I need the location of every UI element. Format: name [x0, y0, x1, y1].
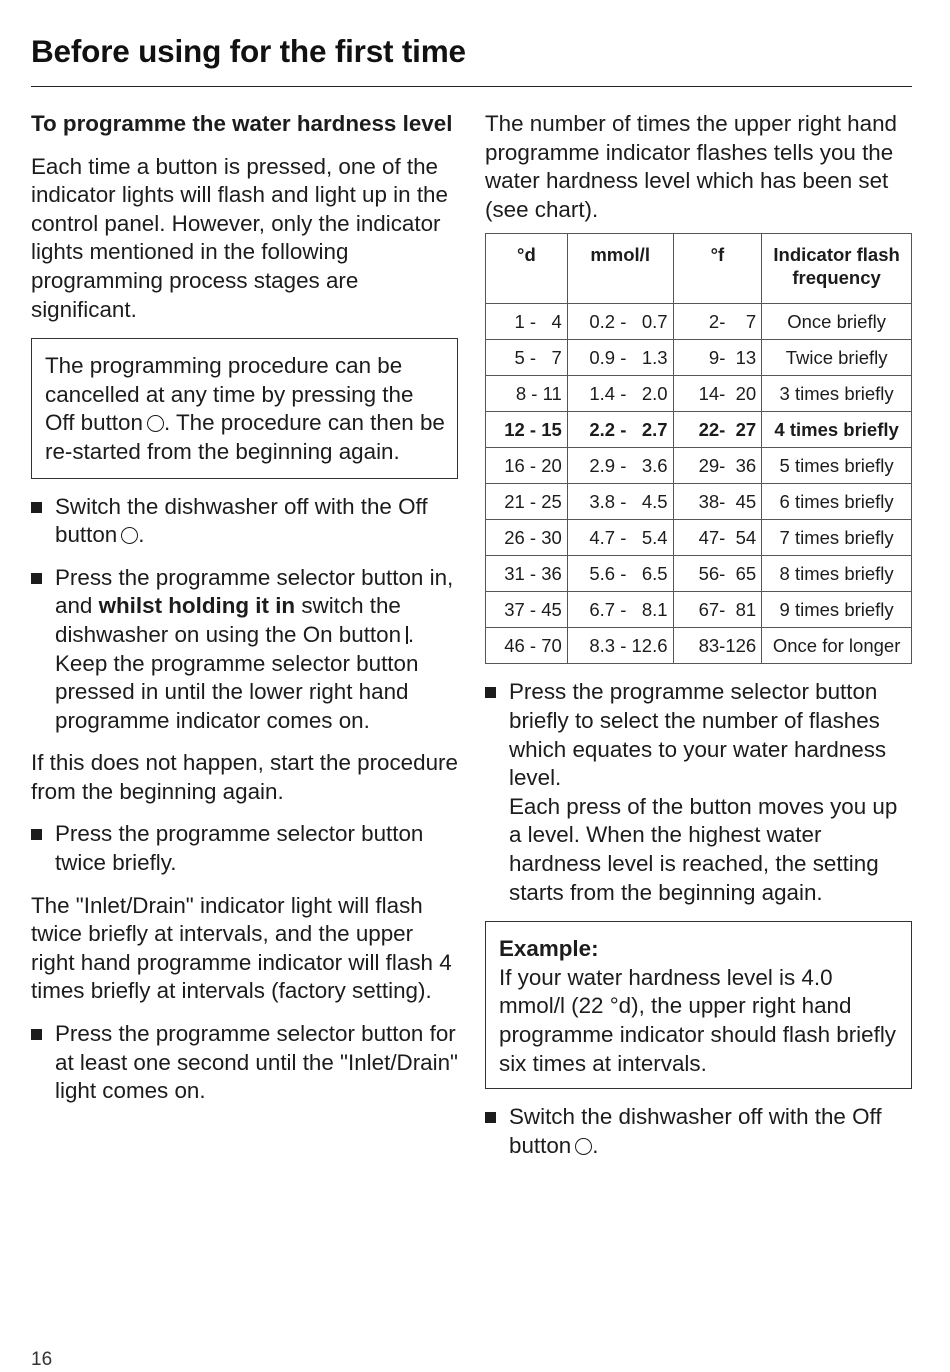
- step-text-line2: Keep the programme selector button pressed in until the lower right hand programme indicator comes on.: [55, 650, 419, 733]
- step-select-flashes: [485, 678, 912, 907]
- step-text-cont: switch the dishwasher on using the On button: [55, 593, 402, 647]
- off-circle-icon: [147, 415, 164, 432]
- table-row: [486, 376, 912, 412]
- table-row: [486, 304, 912, 340]
- header-degrees-d: °d: [486, 234, 568, 304]
- chart-intro-paragraph: The number of times the upper right hand programme indicator flashes tells you the water hardness level which has been set (see chart).: [485, 111, 897, 222]
- retry-paragraph: If this does not happen, start the procedure from the beginning again.: [31, 750, 458, 804]
- left-column: [31, 110, 458, 1120]
- table-row: [486, 340, 912, 376]
- table-row: [486, 520, 912, 556]
- step-text-line2: Each press of the button moves you up a level. When the highest water hardness level is reached, the setting starts from the beginning again.: [509, 793, 898, 905]
- cell-degrees-d: 1 - 4: [486, 304, 568, 340]
- cell-degrees-d: 46 - 70: [486, 628, 568, 664]
- step-text: Switch the dishwasher off with the Off button: [55, 493, 428, 548]
- cell-mmol: 6.7 - 8.1: [567, 592, 673, 628]
- cell-degrees-f: 47- 54: [673, 520, 762, 556]
- cell-mmol: 3.8 - 4.5: [567, 484, 673, 520]
- cell-mmol: 4.7 - 5.4: [567, 520, 673, 556]
- cell-degrees-d: 37 - 45: [486, 592, 568, 628]
- table-row: [486, 592, 912, 628]
- cell-flash-frequency: 4 times briefly: [762, 412, 912, 448]
- step-press-one-second: [31, 1020, 458, 1106]
- cell-degrees-f: 22- 27: [673, 412, 762, 448]
- step-text: Switch the dishwasher off with the Off button: [509, 1104, 882, 1158]
- cell-degrees-d: 21 - 25: [486, 484, 568, 520]
- cell-degrees-f: 38- 45: [673, 484, 762, 520]
- step-text: Press the programme selector button briefly to select the number of flashes which equates to your water hardness level.: [509, 679, 887, 791]
- cell-flash-frequency: 9 times briefly: [762, 592, 912, 628]
- cell-flash-frequency: 3 times briefly: [762, 376, 912, 412]
- step-text-end: .: [138, 522, 145, 548]
- intro-paragraph: Each time a button is pressed, one of the indicator lights will flash and light up in the control panel. However, only the indicator lights mentioned in the following programming process stages are significant.: [31, 153, 448, 322]
- cell-flash-frequency: 5 times briefly: [762, 448, 912, 484]
- cell-degrees-f: 9- 13: [673, 340, 762, 376]
- cell-mmol: 8.3 - 12.6: [567, 628, 673, 664]
- table-row: [486, 628, 912, 664]
- note-text-start: The programming procedure can be cancelled at any time by pressing the Off button: [45, 353, 414, 436]
- section-heading: To programme the water hardness level: [31, 111, 453, 136]
- table-body: [486, 304, 912, 664]
- cell-degrees-d: 26 - 30: [486, 520, 568, 556]
- cell-degrees-d: 5 - 7: [486, 340, 568, 376]
- step-hold-selector: [31, 564, 458, 736]
- cell-degrees-f: 2- 7: [673, 304, 762, 340]
- cell-degrees-d: 31 - 36: [486, 556, 568, 592]
- cell-degrees-f: 56- 65: [673, 556, 762, 592]
- table-row: [486, 556, 912, 592]
- page-title: Before using for the first time: [31, 33, 466, 69]
- cell-mmol: 0.2 - 0.7: [567, 304, 673, 340]
- header-flash-frequency: Indicator flash frequency: [762, 234, 912, 304]
- cell-flash-frequency: Once briefly: [762, 304, 912, 340]
- title-divider: [31, 86, 912, 87]
- cell-flash-frequency: 8 times briefly: [762, 556, 912, 592]
- note-text-end: . The procedure can then be re-started from the beginning again.: [45, 410, 445, 464]
- step-text: Press the programme selector button for at least one second until the "Inlet/Drain" light comes on.: [55, 1021, 458, 1104]
- cell-mmol: 0.9 - 1.3: [567, 340, 673, 376]
- off-circle-icon: [575, 1138, 592, 1155]
- cell-mmol: 1.4 - 2.0: [567, 376, 673, 412]
- step-press-twice: [31, 820, 458, 877]
- right-column: [485, 110, 912, 1174]
- cell-degrees-d: 16 - 20: [486, 448, 568, 484]
- cell-degrees-f: 83-126: [673, 628, 762, 664]
- table-row: [486, 448, 912, 484]
- off-circle-icon: [121, 527, 138, 544]
- step-text: Press the programme selector button in, and: [55, 564, 454, 619]
- cell-mmol: 2.9 - 3.6: [567, 448, 673, 484]
- step-text: Press the programme selector button twice briefly.: [55, 821, 424, 876]
- cell-degrees-f: 29- 36: [673, 448, 762, 484]
- header-mmol: mmol/l: [567, 234, 673, 304]
- header-degrees-f: °f: [673, 234, 762, 304]
- example-box: [485, 921, 912, 1089]
- cell-flash-frequency: 6 times briefly: [762, 484, 912, 520]
- step-text-bold: whilst holding it in: [98, 593, 296, 619]
- example-text: If your water hardness level is 4.0 mmol/l (22 °d), the upper right hand programme indicator should flash briefly six times at intervals.: [499, 964, 896, 1076]
- step-text-end: .: [407, 621, 415, 647]
- page-number: 16: [31, 1349, 53, 1370]
- cell-degrees-d: 8 - 11: [486, 376, 568, 412]
- table-row: [486, 412, 912, 448]
- cancel-note-box: [31, 338, 458, 478]
- cell-degrees-f: 67- 81: [673, 592, 762, 628]
- step-text-end: .: [592, 1132, 599, 1158]
- step-switch-off-final: [485, 1103, 912, 1160]
- indicator-paragraph: The "Inlet/Drain" indicator light will flash twice briefly at intervals, and the upper right hand programme indicator will flash 4 times briefly at intervals (factory setting).: [31, 892, 452, 1004]
- cell-mmol: 2.2 - 2.7: [567, 412, 673, 448]
- cell-flash-frequency: Once for longer: [762, 628, 912, 664]
- cell-flash-frequency: 7 times briefly: [762, 520, 912, 556]
- cell-mmol: 5.6 - 6.5: [567, 556, 673, 592]
- cell-flash-frequency: Twice briefly: [762, 340, 912, 376]
- hardness-table: [485, 233, 912, 664]
- table-row: [486, 484, 912, 520]
- example-heading: Example:: [499, 936, 599, 962]
- step-switch-off: [31, 493, 458, 550]
- table-header-row: [486, 234, 912, 304]
- cell-degrees-d: 12 - 15: [486, 412, 568, 448]
- cell-degrees-f: 14- 20: [673, 376, 762, 412]
